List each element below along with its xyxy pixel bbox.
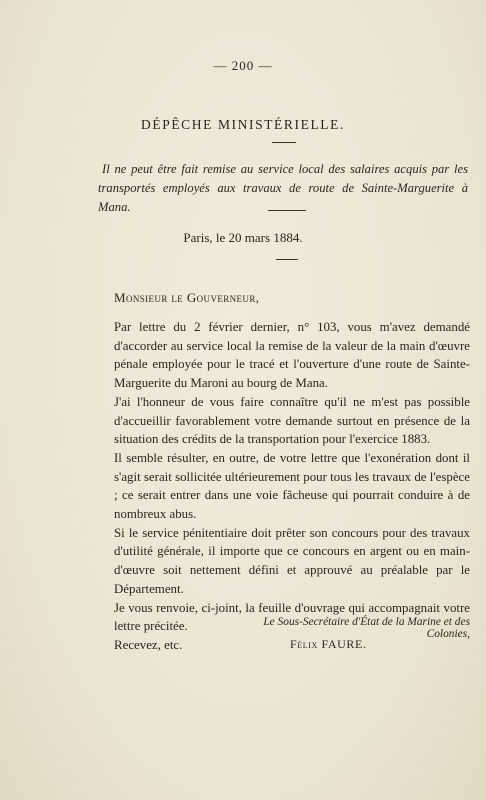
paragraph-2: J'ai l'honneur de vous faire connaître qu'il ne m'est pas possible d'accueillir favorablement votre demande surtout en présence de la situation des crédits de la transportation pour l'exercice 1883. — [114, 394, 470, 447]
paragraph-4: Si le service pénitentiaire doit prêter son concours pour des travaux d'utilité générale, il importe que ce concours en argent ou en main-d'œuvre soit nettement défini et approuvé au préalable par le Département. — [114, 525, 470, 596]
page-number: — 200 — — [213, 58, 273, 73]
summary-rule — [268, 210, 306, 211]
signer-name: Félix FAURE. — [290, 637, 367, 651]
paragraph-6: Recevez, etc. — [114, 637, 183, 652]
signature-line: Le Sous-Secrétaire d'État de la Marine et des Colonies, — [263, 616, 470, 640]
paragraph-5: Je vous renvoie, ci-joint, la feuille d'ouvrage qui accompagnait votre lettre précitée. — [114, 600, 470, 634]
dateline: Paris, le 20 mars 1884. — [183, 230, 303, 245]
letter-body — [114, 318, 470, 655]
paragraph-1: Par lettre du 2 février dernier, n° 103, vous m'avez demandé d'accorder au service local la remise de la valeur de la main d'œuvre pénale employée pour le tracé et l'ouverture d'une route de Sainte-Marguerite du Maroni au bourg de Mana. — [114, 320, 470, 391]
paragraph-3: Il semble résulter, en outre, de votre lettre que l'exonération dont il s'agit serait sollicitée ultérieurement pour tous les travaux de l'espèce ; ce serait entrer dans une voie fâcheuse qui pourrait conduire à de nombreux abus. — [114, 450, 470, 522]
salutation: Monsieur le Gouverneur, — [114, 290, 260, 305]
title-rule — [272, 142, 296, 143]
summary-text: Il ne peut être fait remise au service local des salaires acquis par les transportés employés aux travaux de route de Sainte-Marguerite à Mana. — [98, 162, 468, 214]
dateline-rule — [276, 259, 298, 260]
document-title: DÉPÊCHE MINISTÉRIELLE. — [141, 117, 345, 132]
